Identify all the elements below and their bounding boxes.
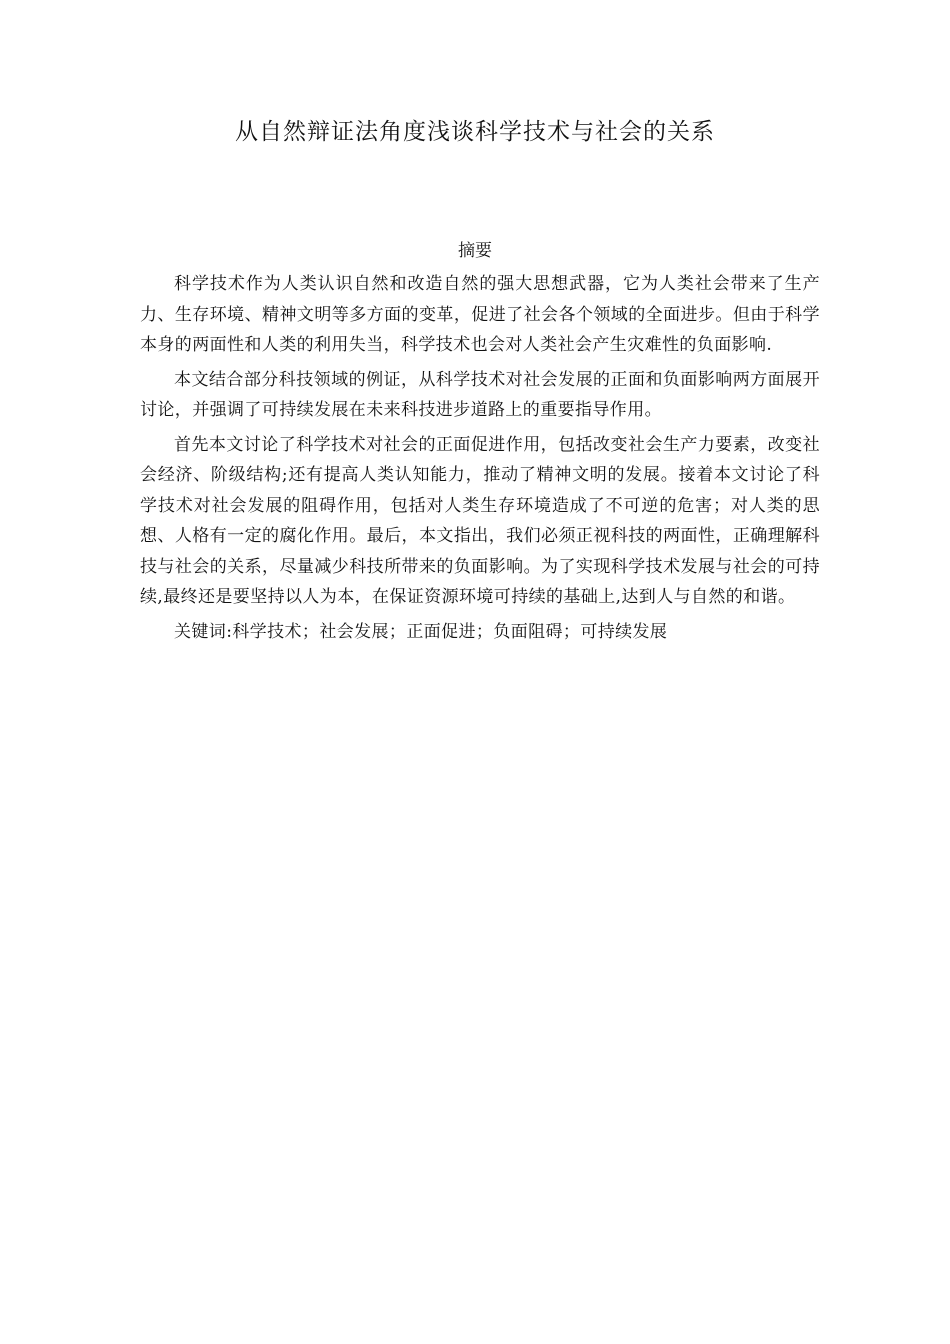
abstract-heading: 摘要 [458, 241, 492, 261]
abstract-paragraph-3: 首先本文讨论了科学技术对社会的正面促进作用，包括改变社会生产力要素，改变社会经济、阶级结构;还有提高人类认知能力，推动了精神文明的发展。接着本文讨论了科学技术对社会发展的阻碍作用，包括对人类生存环境造成了不可逆的危害；对人类的思想、人格有一定的腐化作用。最后，本文指出，我们必须正视科技的两面性，正确理解科技与社会的关系，尽量减少科技所带来的负面影响。为了实现科学技术发展与社会的可持续,最终还是要坚持以人为本，在保证资源环境可持续的基础上,达到人与自然的和谐。 [140, 434, 820, 607]
keywords-line: 关键词:科学技术；社会发展；正面促进；负面阻碍；可持续发展 [174, 621, 668, 642]
document-title: 从自然辩证法角度浅谈科学技术与社会的关系 [235, 119, 715, 145]
abstract-paragraph-2: 本文结合部分科技领域的例证，从科学技术对社会发展的正面和负面影响两方面展开讨论，并强调了可持续发展在未来科技进步道路上的重要指导作用。 [140, 369, 820, 420]
abstract-paragraph-1: 科学技术作为人类认识自然和改造自然的强大思想武器，它为人类社会带来了生产力、生存环境、精神文明等多方面的变革，促进了社会各个领域的全面进步。但由于科学本身的两面性和人类的利用失当，科学技术也会对人类社会产生灾难性的负面影响. [140, 274, 820, 355]
abstract-body [140, 269, 820, 651]
